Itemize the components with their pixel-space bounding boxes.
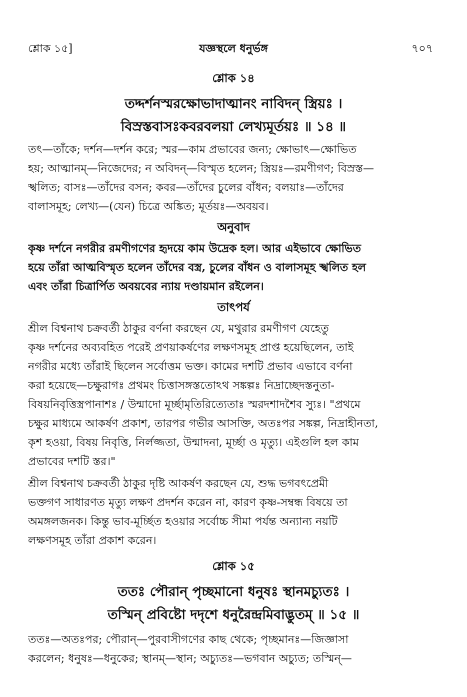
purport-14-line: লক্ষণসমূহ তাঁরা প্রকাশ করেন।	[28, 534, 157, 547]
purport-14-line: শ্রীল বিশ্বনাথ চক্রবর্তী ঠাকুর বর্ণনা করছেন যে, মথুরার রমণীগণ যেহেতু	[28, 322, 329, 335]
synonyms-15-line: ততঃ—অতঃপর; পৌরান্—পুরবাসীগণের কাছ থেকে; পৃচ্ছমানঃ—জিজ্ঞাসা	[28, 633, 349, 646]
verse-15-line-1: ততঃ পৌরান্ পৃচ্ছমানো ধনুষঃ স্থানমচ্যুতঃ ।	[117, 584, 350, 600]
verse-14-line-2: বিস্রস্তবাসঃকবরবলয়া লেখ্যমূর্তয়ঃ ॥ ১৪ ॥	[120, 119, 347, 135]
translation-14-line: কৃষ্ণ দর্শনে নগরীর রমণীগণের হৃদয়ে কাম উদ্রেক হল। আর এইভাবে ক্ষোভিত	[28, 242, 361, 255]
purport-14-line: শ্রীল বিশ্বনাথ চক্রবর্তী ঠাকুর দৃষ্টি আকর্ষণ করছেন যে, শুদ্ধ ভগবৎপ্রেমী	[28, 477, 329, 490]
purport-14-line: নগরীর মধ্যে তাঁরাই ছিলেন সর্বোত্তম ভক্ত। কামের দশটি প্রভাব এভাবে বর্ণনা	[28, 360, 353, 373]
purport-14-line: ভক্তগণ সাধারণত মৃত্যু লক্ষণ প্রদর্শন করেন না, কারণ কৃষ্ণ-সম্বন্ধ বিষয়ে তা	[28, 496, 348, 509]
purport-14-line: বিষয়নিবৃত্তিস্ত্রপানাশঃ / উন্মাদো মূর্চ্ছামৃতিরিত্যেতাঃ স্মরদশাদশৈব স্যুঃ। "প্রথমে	[28, 398, 361, 411]
running-header-verse: শ্লোক ১৫]	[28, 42, 73, 55]
purport-14-line: প্রভাবের দশটি স্তর।"	[28, 455, 116, 468]
purport-14-line: অমঙ্গলজনক। কিন্তু ভাব-মূর্চ্ছিত হওয়ার সর্বোচ্চ সীমা পর্যন্ত অন্যান্য নয়টি	[28, 515, 338, 528]
synonyms-15-line: করলেন; ধনুষঃ—ধনুকের; স্থানম্—স্থান; অচ্যুতঃ—ভগবান অচ্যুত; তস্মিন্—	[28, 652, 352, 665]
purport-14-line: করা হয়েছে—চক্ষুরাগঃ প্রথমং চিত্তাসঙ্গস্ততোঽথ সঙ্কল্পঃ নিদ্রাচ্ছেদস্তনুতা-	[28, 379, 335, 392]
synonyms-14-line: হয়; আত্মানম্—নিজেদের; ন অবিদন্—বিস্মৃত হলেন; স্ত্রিয়ঃ—রমণীগণ; বিস্রস্ত—	[28, 162, 374, 175]
verse-14-line-1: তদ্দর্শনস্মরক্ষোভাদাত্মানং নাবিদন্ স্ত্রিয়ঃ ।	[124, 96, 343, 112]
purport-14-line: কৃষ্ণ দর্শনের অব্যবহিত পরেই প্রণয়াকর্ষণের লক্ষণসমূহ প্রাপ্ত হয়েছিলেন, তাই	[28, 341, 354, 354]
page-number: ৭০৭	[411, 42, 433, 55]
purport-14-line: চক্ষুর মাধ্যমে আকর্ষণ প্রকাশ, তারপর গভীর আসক্তি, অতঃপর সঙ্কল্প, নিদ্রাহীনতা,	[28, 417, 379, 430]
verse-14-label: শ্লোক ১৪	[212, 71, 255, 85]
synonyms-14-line: বালাসমূহ; লেখ্য—(যেন) চিত্রে অঙ্কিত; মূর্তয়ঃ—অবয়ব।	[28, 200, 269, 213]
translation-14-line: হয়ে তাঁরা আত্মবিস্মৃত হলেন তাঁদের বস্ত্র, চুলের বাঁধন ও বালাসমূহ স্খলিত হল	[28, 261, 366, 274]
purport-14-line: কৃশ হওয়া, বিষয় নিবৃত্তি, নির্লজ্জতা, উন্মাদনা, মূর্চ্ছা ও মৃত্যু। এইগুলি হল কাম	[28, 436, 359, 449]
synonyms-14-line: তৎ—তাঁকে; দর্শন—দর্শন করে; স্মর—কাম প্রভাবের জন্য; ক্ষোভাৎ—ক্ষোভিত	[28, 143, 357, 156]
synonyms-14-line: স্খলিত; বাসঃ—তাঁদের বসন; কবর—তাঁদের চুলের বাঁধন; বলয়াঃ—তাঁদের	[28, 181, 344, 194]
verse-15-line-2: তস্মিন্ প্রবিষ্টো দদৃশে ধনুরৈন্দ্রমিবাদ্ভুতম্ ॥ ১৫ ॥	[107, 607, 360, 623]
verse-15-label: শ্লোক ১৫	[212, 559, 255, 573]
translation-14-label: অনুবাদ	[217, 220, 250, 234]
running-header-title: যজ্ঞস্থলে ধনুর্ভঙ্গ	[199, 42, 268, 55]
purport-14-label: তাৎপর্য	[217, 300, 250, 314]
translation-14-line: এবং তাঁরা চিত্রার্পিত অবয়বের ন্যায় দণ্ডায়মান রইলেন।	[28, 280, 264, 293]
